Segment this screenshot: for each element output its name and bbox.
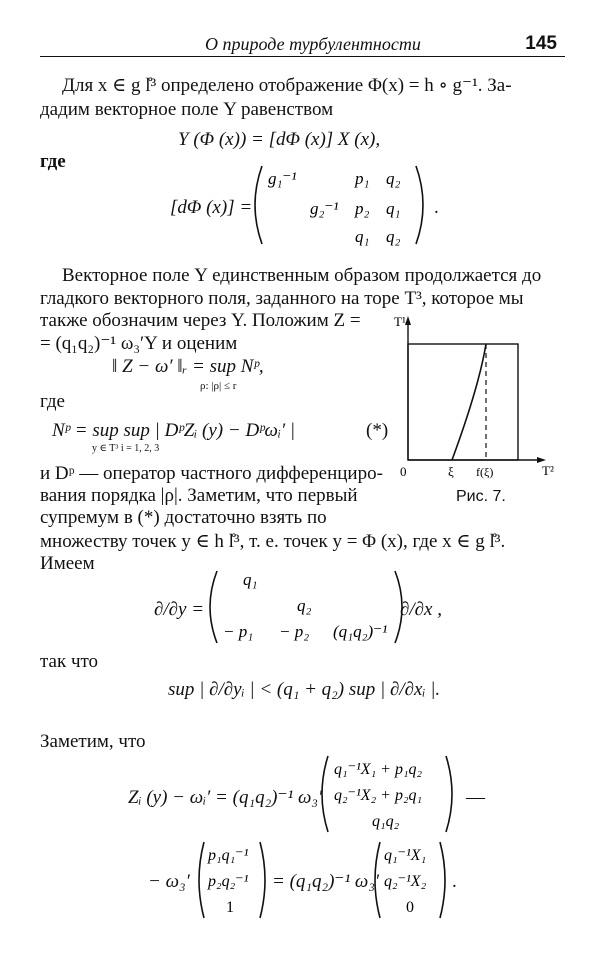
figure-7	[390, 310, 565, 482]
vector-1-right-paren	[446, 756, 452, 832]
para3-line5: Имеем	[40, 553, 95, 574]
para1-line1: Для x ∈ g l̊³ определено отображение Φ(x) = h ∘ g⁻¹. За-	[62, 75, 512, 96]
header-title: О природе турбулентности	[205, 34, 421, 54]
note-label: Заметим, что	[40, 731, 146, 752]
para3-line1: и Dᵖ — оператор частного дифференциро-	[40, 463, 383, 484]
vector-3-right-paren	[440, 842, 445, 918]
m1-r2c2: p₂	[355, 199, 370, 218]
v2-r1: p₁q₁⁻¹	[208, 847, 249, 864]
m1-r1c2: p₁	[355, 169, 370, 188]
para3-line2: вания порядка |ρ|. Заметим, что первый	[40, 485, 358, 506]
figure-x-label: T²	[542, 463, 554, 478]
v3-r2: q₂⁻¹X₂	[384, 873, 427, 890]
m2-r3c1: − p₁	[223, 622, 254, 641]
m1-r3c1: q₁	[355, 227, 370, 246]
m2-r1c1: q₁	[243, 570, 258, 589]
m1-r1c1: g₁⁻¹	[268, 169, 297, 188]
m2-r3c3: (q₁q₂)⁻¹	[333, 622, 388, 641]
v3-r3: 0	[406, 899, 414, 916]
m2-r2c2: q₂	[297, 596, 312, 615]
para1-line2: дадим векторное поле Y равенством	[40, 99, 334, 120]
matrix-1	[250, 158, 440, 253]
equation-6: sup | ∂/∂yᵢ | < (q₁ + q₂) sup | ∂/∂xᵢ |.	[168, 679, 441, 700]
equation-3: ‖ Z − ω′ ‖ᵣ = sup Nᵖ,	[112, 356, 264, 377]
figure-origin-label: 0	[400, 464, 407, 479]
matrix-1-right-paren	[416, 166, 423, 244]
equation-2-lhs: [dΦ (x)] =	[170, 197, 253, 218]
running-header	[40, 30, 565, 57]
v1-r2: q₂⁻¹X₂ + p₂q₁	[334, 787, 423, 804]
equation-3-subscript: ρ: |ρ| ≤ r	[200, 380, 237, 392]
vector-3	[372, 838, 452, 922]
vector-2	[196, 838, 271, 922]
page-number: 145	[525, 33, 557, 54]
equation-4: Nᵖ = sup sup | DᵖZᵢ (y) − Dᵖωᵢ′ |	[52, 420, 296, 441]
where-label-1: где	[40, 151, 66, 172]
equation-1: Y (Φ (x)) = [dΦ (x)] X (x),	[178, 129, 381, 150]
para2-line2: гладкого векторного поля, заданного на торе T³, которое мы	[40, 288, 524, 309]
m1-r2c1: g₂⁻¹	[310, 199, 339, 218]
equation-8-mid: = (q₁q₂)⁻¹ ω₃′	[272, 871, 380, 892]
vector-2-left-paren	[199, 842, 204, 918]
equation-5-lhs: ∂/∂y =	[154, 599, 205, 620]
figure-f-label: f(ξ)	[476, 465, 494, 479]
para3-line4: множеству точек y ∈ h l̊³, т. е. точек y = Φ (x), где x ∈ g l̊³.	[40, 531, 506, 552]
so-that-label: так что	[40, 651, 99, 672]
vector-3-left-paren	[375, 842, 380, 918]
v1-r3: q₁q₂	[372, 813, 400, 830]
figure-square	[408, 344, 518, 460]
v2-r2: p₂q₂⁻¹	[208, 873, 249, 890]
m2-r3c2: − p₂	[279, 622, 310, 641]
vector-1-left-paren	[322, 756, 328, 832]
figure-curve	[452, 344, 486, 460]
vector-2-right-paren	[260, 842, 265, 918]
vector-1	[318, 752, 468, 838]
figure-y-label: T¹	[394, 314, 406, 329]
v2-r3: 1	[226, 899, 234, 916]
equation-5-rhs: ∂/∂x ,	[400, 599, 442, 620]
m1-r2c3: q₁	[386, 199, 401, 218]
m1-r1c3: q₂	[386, 169, 401, 188]
equation-4-tag: (*)	[366, 420, 389, 441]
para2-line3: также обозначим через Y. Положим Z =	[40, 310, 361, 331]
where-label-2: где	[40, 391, 65, 412]
matrix-2	[205, 565, 405, 650]
v3-r1: q₁⁻¹X₁	[384, 847, 427, 864]
figure-xi-label: ξ	[448, 464, 454, 479]
equation-7-lhs: Zᵢ (y) − ωᵢ′ = (q₁q₂)⁻¹ ω₃′	[128, 787, 323, 808]
para3-line3: супремум в (*) достаточно взять по	[40, 507, 327, 528]
matrix-1-left-paren	[255, 166, 262, 244]
figure-caption: Рис. 7.	[456, 488, 506, 505]
m1-r3c2: q₂	[386, 227, 401, 246]
matrix-2-left-paren	[210, 571, 217, 643]
v1-r1: q₁⁻¹X₁ + p₁q₂	[334, 761, 423, 778]
equation-8-lhs: − ω₃′	[148, 871, 190, 892]
figure-y-arrow	[405, 316, 411, 325]
equation-4-subscript: y ∈ T³ i = 1, 2, 3	[92, 443, 160, 454]
para2-line1: Векторное поле Y единственным образом продолжается до	[62, 265, 542, 286]
para2-line4: = (q₁q₂)⁻¹ ω₃′Y и оценим	[40, 333, 238, 354]
